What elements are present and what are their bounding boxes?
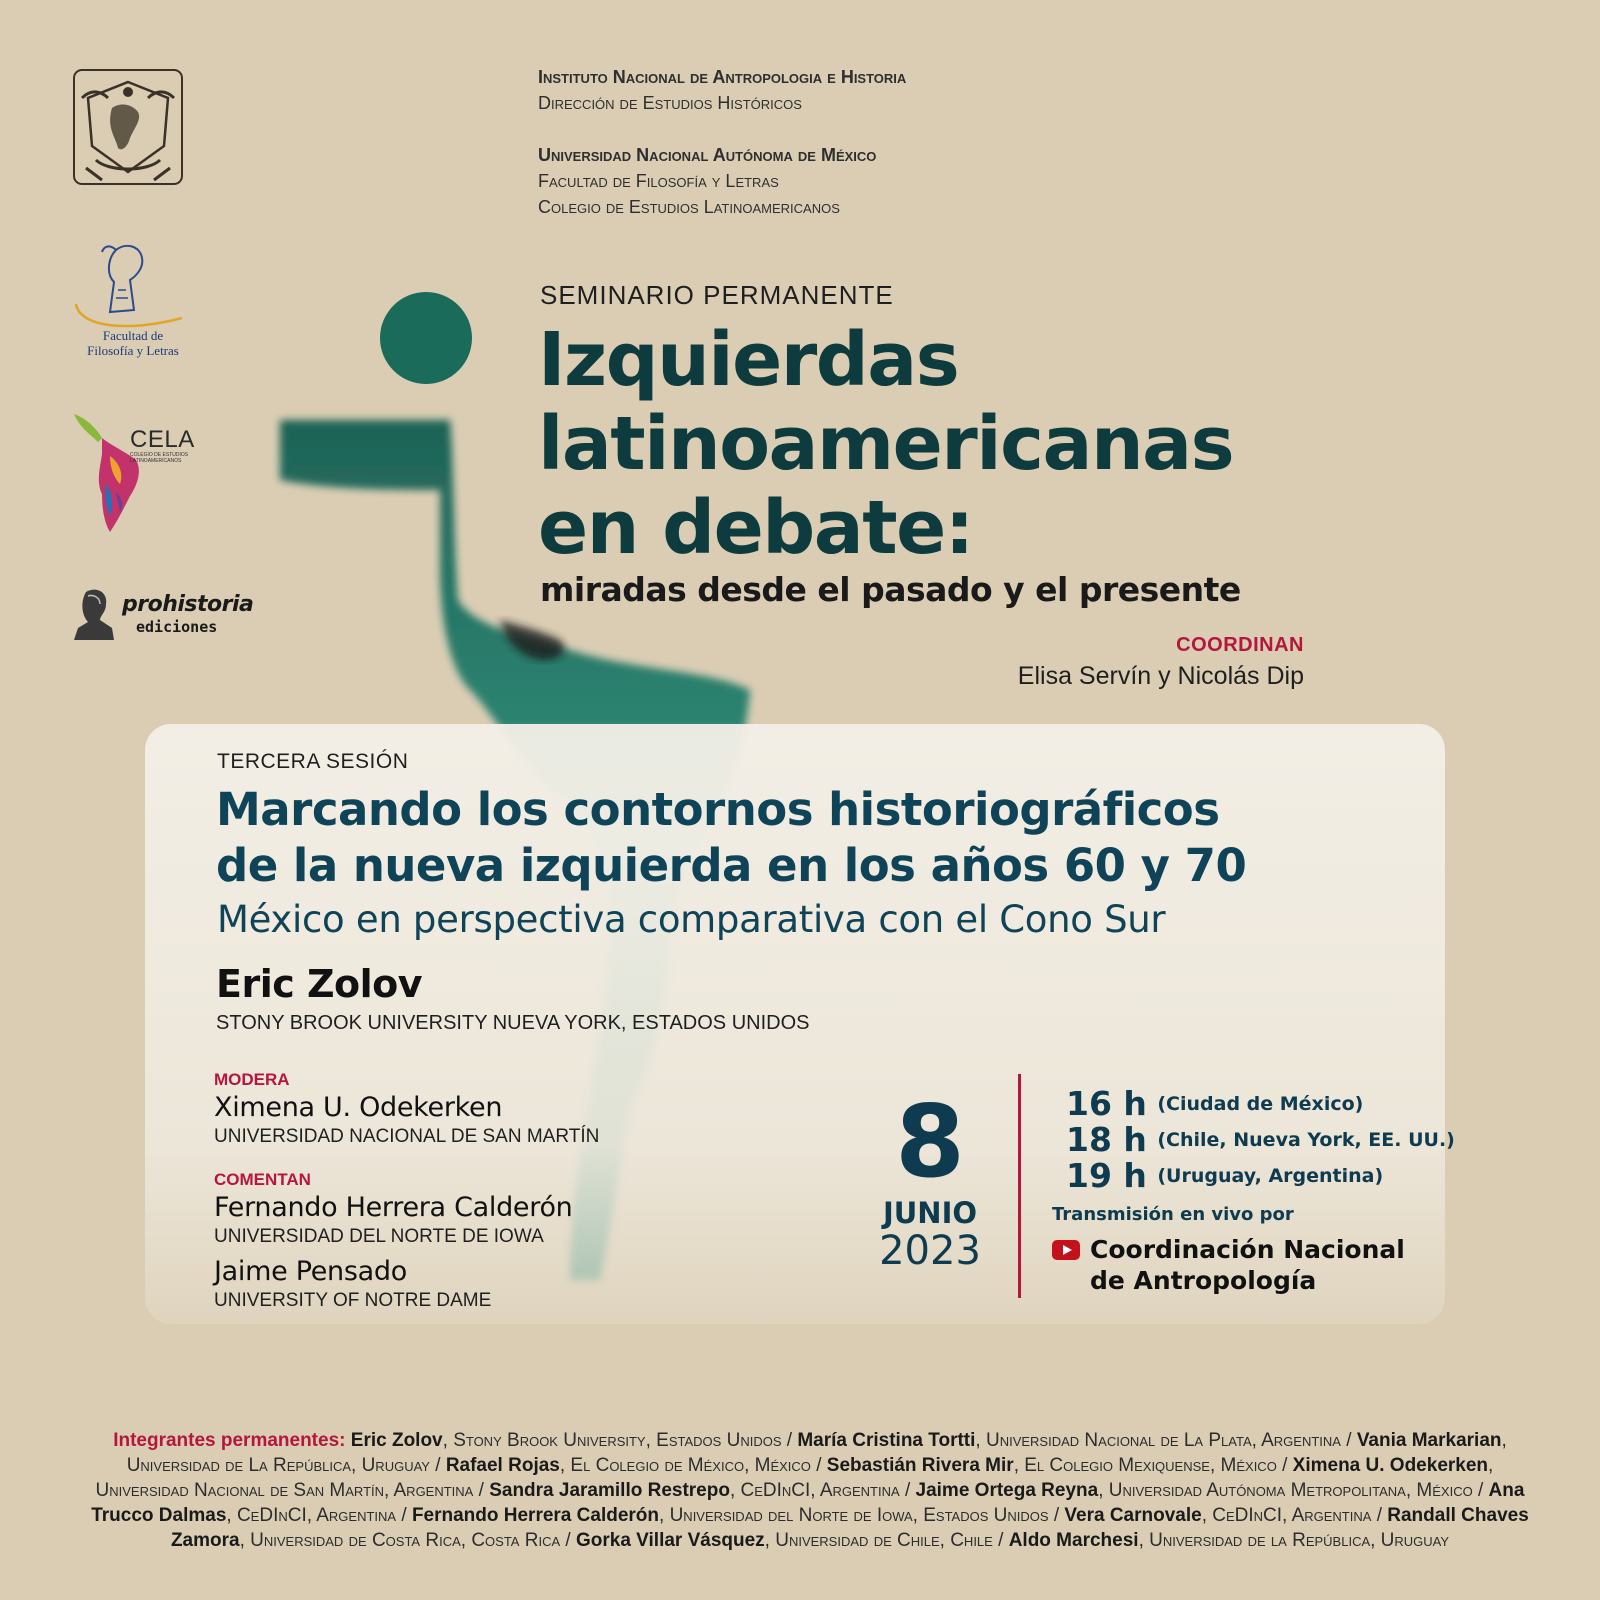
member-name: Aldo Marchesi	[1008, 1530, 1139, 1551]
prohistoria-sub: ediciones	[136, 618, 218, 636]
unam-seal-logo	[72, 68, 184, 186]
institution-inah	[538, 64, 906, 116]
member-affiliation: CeDInCI, Argentina	[740, 1480, 900, 1501]
stream-channel-link[interactable]: Coordinación Nacional de Antropología	[1090, 1235, 1405, 1295]
member-name: Ximena U. Odekerken	[1292, 1455, 1489, 1476]
unam-name: Universidad Nacional Autónoma de México	[538, 145, 877, 165]
commentators-label: COMENTAN	[214, 1170, 311, 1189]
member-name: Jaime Ortega Reyna	[915, 1480, 1099, 1501]
unam-unit-cela: Colegio de Estudios Latinoamericanos	[538, 197, 840, 217]
member-name: Sandra Jaramillo Restrepo	[489, 1480, 730, 1501]
time-hour: 18 h	[1066, 1120, 1147, 1159]
prohistoria-logo	[72, 586, 262, 642]
session-title: Marcando los contornos historiográficos de la nueva izquierda en los años 60 y 70	[216, 783, 1247, 892]
member-name: Gorka Villar Vásquez	[575, 1530, 765, 1551]
commentator-affiliation: UNIVERSITY OF NOTRE DAME	[214, 1290, 492, 1311]
member-affiliation: CeDInCI, Argentina	[236, 1505, 397, 1526]
member-affiliation: El Colegio Mexiquense, México	[1024, 1455, 1277, 1476]
member-name: Vera Carnovale	[1064, 1505, 1202, 1526]
unam-seal-icon	[72, 68, 184, 186]
member-name: Sebastián Rivera Mir	[826, 1455, 1014, 1476]
coordinators-names: Elisa Servín y Nicolás Dip	[1017, 662, 1304, 690]
commentator-affiliation: UNIVERSIDAD DEL NORTE DE IOWA	[214, 1226, 544, 1247]
member-name: Ana Trucco Dalmas	[91, 1480, 1525, 1526]
member-affiliation: Universidad Autónoma Metropolitana, México	[1108, 1480, 1473, 1501]
youtube-icon[interactable]	[1052, 1240, 1080, 1260]
member-affiliation: Stony Brook University, Estados Unidos	[453, 1430, 782, 1451]
time-place: (Chile, Nueva York, EE. UU.)	[1157, 1128, 1455, 1151]
seminar-subtitle: miradas desde el pasado y el presente	[540, 570, 1241, 609]
ffyl-logo	[70, 240, 190, 368]
cela-subtitle: COLEGIO DE ESTUDIOS LATINOAMERICANOS	[130, 452, 189, 464]
moderator-affiliation: UNIVERSIDAD NACIONAL DE SAN MARTÍN	[214, 1126, 600, 1147]
bust-portrait-icon	[72, 586, 118, 640]
date-day: 8	[895, 1083, 965, 1200]
commentator-name: Jaime Pensado	[214, 1256, 407, 1287]
date-year: 2023	[879, 1228, 981, 1274]
member-name: Randall Chaves Zamora	[170, 1505, 1529, 1551]
unam-unit-ffyl: Facultad de Filosofía y Letras	[538, 171, 779, 191]
commentator-name: Fernando Herrera Calderón	[214, 1192, 573, 1223]
member-affiliation: Universidad de La República, Uruguay	[126, 1455, 430, 1476]
member-name: Vania Markarian	[1356, 1430, 1502, 1451]
members-list: Eric Zolov, Stony Brook University, Estados Unidos / María Cristina Tortti, Universidad Nacional de La Plata, Argentina / Vania Markarian, Universidad de La República, Uruguay / Rafael Rojas, El Colegio de México, México / Sebastián Rivera Mir, El Colegio Mexiquense, México / Ximena U. Odekerken, Universidad Nacional de San Martín, Argentina / Sandra Jaramillo Restrepo, CeDInCI, Argentina / Jaime Ortega Reyna, Universidad Autónoma Metropolitana, México / Ana Trucco Dalmas, CeDInCI, Argentina / Fernando Herrera Calderón, Universidad del Norte de Iowa, Estados Unidos / Vera Carnovale, CeDInCI, Argentina / Randall Chaves Zamora, Universidad de Costa Rica, Costa Rica / Gorka Villar Vásquez, Universidad de Chile, Chile / Aldo Marchesi, Universidad de la República, Uruguay	[91, 1430, 1529, 1551]
time-hour: 16 h	[1066, 1084, 1147, 1123]
stream-label: Transmisión en vivo por	[1052, 1204, 1294, 1225]
permanent-members	[80, 1428, 1540, 1553]
athena-icon	[70, 240, 190, 330]
seminar-title: Izquierdas latinoamericanas en debate:	[538, 317, 1234, 571]
time-row	[1066, 1084, 1364, 1123]
time-hour: 19 h	[1066, 1156, 1147, 1195]
member-name: Fernando Herrera Calderón	[411, 1505, 660, 1526]
member-affiliation: CeDInCI, Argentina	[1212, 1505, 1372, 1526]
institution-unam	[538, 142, 876, 220]
cela-logo	[72, 412, 202, 540]
member-affiliation: Universidad Nacional de San Martín, Argentina	[95, 1480, 474, 1501]
speaker-name: Eric Zolov	[216, 962, 423, 1006]
moderator-label: MODERA	[214, 1070, 290, 1089]
figure-dot	[380, 292, 472, 384]
member-affiliation: Universidad Nacional de La Plata, Argentina	[985, 1430, 1341, 1451]
session-subtitle: México en perspectiva comparativa con el Cono Sur	[217, 898, 1166, 941]
member-affiliation: Universidad de Chile, Chile	[775, 1530, 993, 1551]
date-month: JUNIO	[882, 1196, 978, 1230]
time-row	[1066, 1156, 1384, 1195]
moderator-name: Ximena U. Odekerken	[214, 1092, 503, 1123]
session-kicker: TERCERA SESIÓN	[217, 750, 409, 773]
time-place: (Ciudad de México)	[1157, 1092, 1364, 1115]
member-affiliation: Universidad de la República, Uruguay	[1149, 1530, 1450, 1551]
inah-unit: Dirección de Estudios Históricos	[538, 93, 802, 113]
date-divider	[1018, 1074, 1021, 1298]
member-name: Eric Zolov	[350, 1430, 443, 1451]
member-name: María Cristina Tortti	[797, 1430, 976, 1451]
inah-name: Instituto Nacional de Antropologia e Historia	[538, 67, 907, 87]
member-affiliation: El Colegio de México, México	[570, 1455, 811, 1476]
time-row	[1066, 1120, 1455, 1159]
time-place: (Uruguay, Argentina)	[1157, 1164, 1384, 1187]
members-label: Integrantes permanentes:	[113, 1430, 346, 1451]
speaker-affiliation: STONY BROOK UNIVERSITY NUEVA YORK, ESTADOS UNIDOS	[216, 1012, 810, 1034]
member-name: Rafael Rojas	[445, 1455, 560, 1476]
seminar-kicker: SEMINARIO PERMANENTE	[540, 280, 894, 310]
member-affiliation: Universidad del Norte de Iowa, Estados Unidos	[669, 1505, 1049, 1526]
coordinators-label: COORDINAN	[1176, 634, 1304, 656]
prohistoria-name: prohistoria	[122, 592, 254, 617]
cela-title: CELA	[130, 426, 195, 453]
ffyl-logo-text: Facultad de Filosofía y Letras	[87, 328, 179, 358]
member-affiliation: Universidad de Costa Rica, Costa Rica	[250, 1530, 561, 1551]
